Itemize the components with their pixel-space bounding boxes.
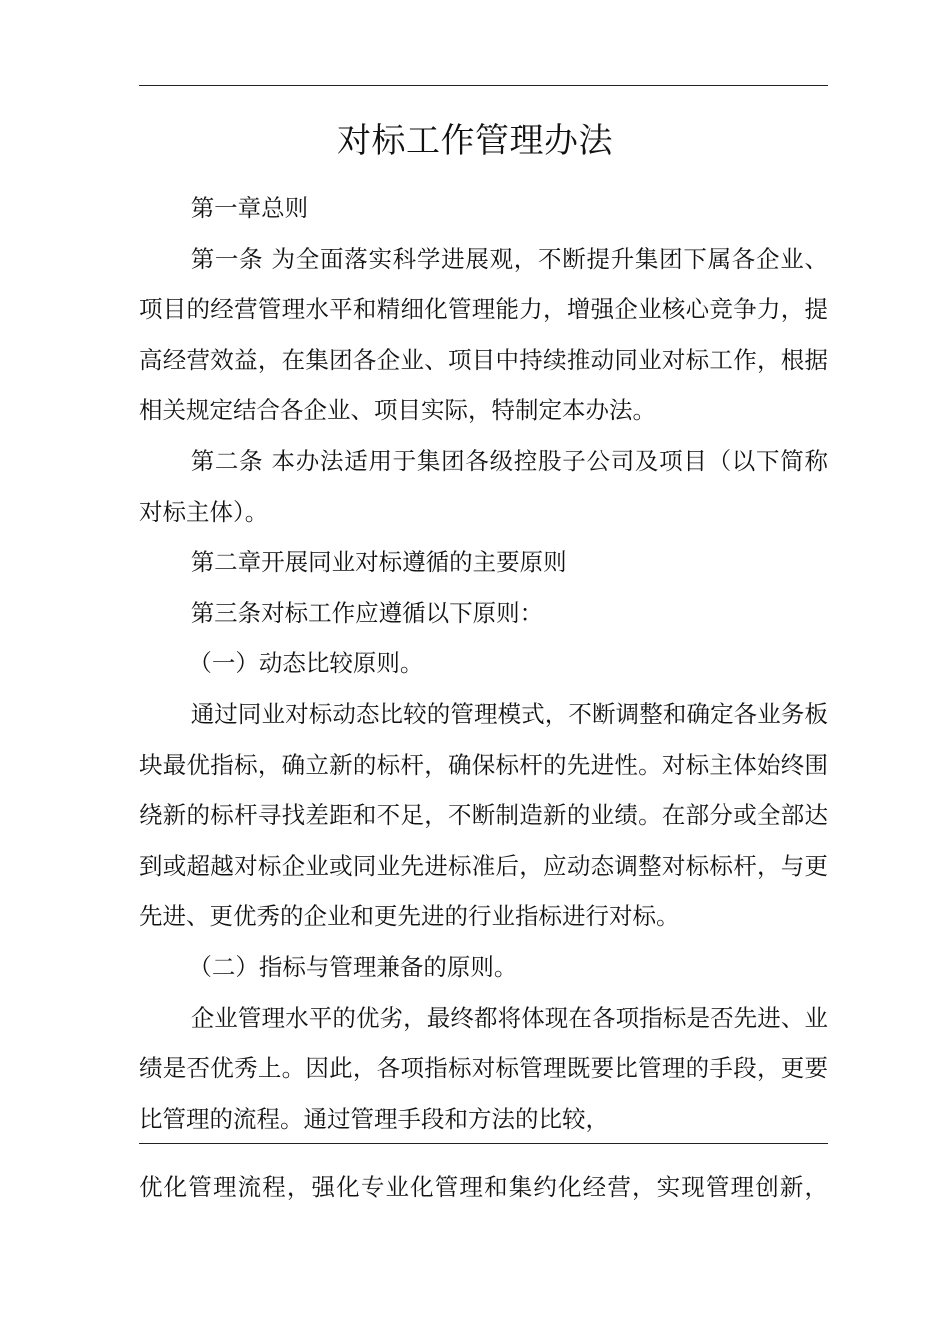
- principle-heading: （一）动态比较原则。: [188, 649, 424, 678]
- body-paragraph: 企业管理水平的优劣，最终都将体现在各项指标是否先进、业绩是否优秀上。因此，各项指标对标管理既要比管理的手段，更要比管理的流程。通过管理手段和方法的比较，: [139, 1003, 828, 1133]
- article-paragraph: 第二条 本办法适用于集团各级控股子公司及项目（以下简称对标主体）。: [139, 446, 828, 526]
- body-paragraph-continued: 优化管理流程，强化专业化管理和集约化经营，实现管理创新，: [139, 1173, 828, 1201]
- chapter-heading: 第一章总则: [190, 194, 309, 222]
- document-body: [139, 183, 828, 1144]
- document-title: 对标工作管理办法: [337, 121, 613, 161]
- next-page-body: [139, 1162, 828, 1213]
- body-paragraph: 通过同业对标动态比较的管理模式，不断调整和确定各业务板块最优指标，确立新的标杆，确保标杆的先进性。对标主体始终围绕新的标杆寻找差距和不足，不断制造新的业绩。在部分或全部达到或超越对标企业或同业先进标准后，应动态调整对标标杆，与更先进、更优秀的企业和更先进的行业指标进行对标。: [139, 699, 828, 931]
- header-rule: [139, 85, 828, 86]
- article-paragraph: 第三条对标工作应遵循以下原则：: [190, 598, 544, 627]
- chapter-heading: 第二章开展同业对标遵循的主要原则: [190, 548, 567, 577]
- principle-heading: （二）指标与管理兼备的原则。: [188, 952, 518, 981]
- article-paragraph: 第一条 为全面落实科学进展观，不断提升集团下属各企业、项目的经营管理水平和精细化管理能力，增强企业核心竞争力，提高经营效益，在集团各企业、项目中持续推动同业对标工作，根据相关规定结合各企业、项目实际，特制定本办法。: [139, 244, 828, 425]
- page-break-rule: [139, 1143, 828, 1144]
